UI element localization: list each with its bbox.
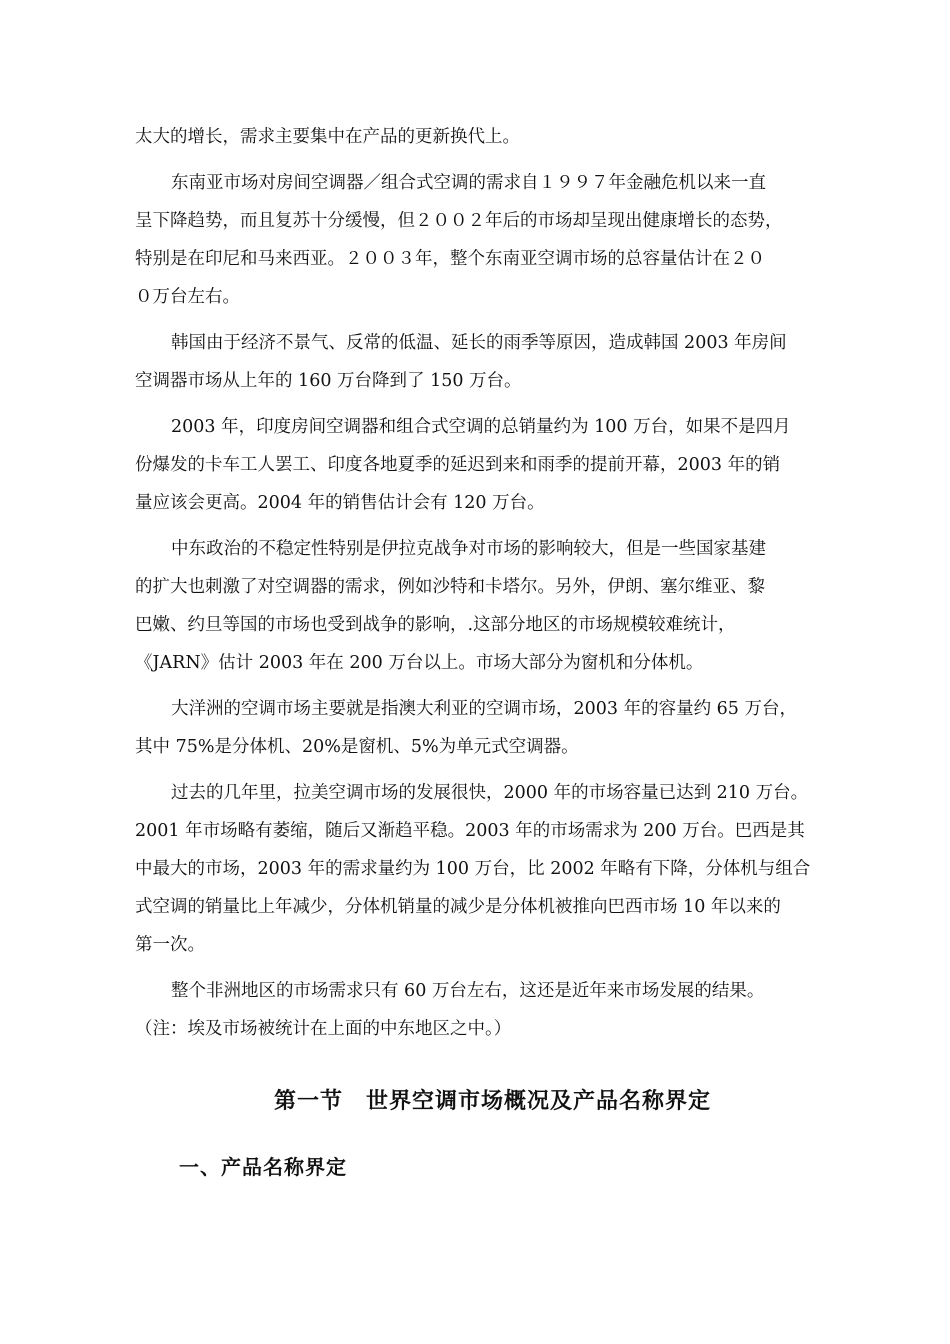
text-line: 《JARN》估计 2003 年在 200 万台以上。市场大部分为窗机和分体机。 bbox=[135, 653, 704, 673]
text-line: 过去的几年里，拉美空调市场的发展很快，2000 年的市场容量已达到 210 万台。 bbox=[171, 783, 809, 803]
text-line: 量应该会更高。2004 年的销售估计会有 120 万台。 bbox=[135, 493, 545, 513]
text-line: 中东政治的不稳定性特别是伊拉克战争对市场的影响较大，但是一些国家基建 bbox=[171, 539, 766, 559]
text-line: 份爆发的卡车工人罢工、印度各地夏季的延迟到来和雨季的提前开幕，2003 年的销 bbox=[135, 455, 781, 475]
paragraph-middle-east bbox=[135, 530, 850, 682]
paragraph-india bbox=[135, 408, 850, 522]
paragraph-oceania bbox=[135, 690, 850, 766]
paragraph-demand-summary bbox=[135, 118, 850, 156]
text-line: 的扩大也刺激了对空调器的需求，例如沙特和卡塔尔。另外，伊朗、塞尔维亚、黎 bbox=[135, 577, 765, 597]
paragraph-africa bbox=[135, 972, 850, 1048]
text-line: 韩国由于经济不景气、反常的低温、延长的雨季等原因，造成韩国 2003 年房间 bbox=[171, 333, 787, 353]
text-line: 特别是在印尼和马来西亚。２００３年，整个东南亚空调市场的总容量估计在２０ bbox=[135, 249, 765, 269]
section-title: 第一节 世界空调市场概况及产品名称界定 bbox=[273, 1089, 711, 1114]
text-line: 第一次。 bbox=[135, 935, 205, 955]
text-line: 2001 年市场略有萎缩，随后又渐趋平稳。2003 年的市场需求为 200 万台。巴西是其 bbox=[135, 821, 805, 841]
paragraph-korea bbox=[135, 324, 850, 400]
text-line: 整个非洲地区的市场需求只有 60 万台左右，这还是近年来市场发展的结果。 bbox=[171, 981, 765, 1001]
paragraph-latin-america bbox=[135, 774, 850, 964]
text-line: 大洋洲的空调市场主要就是指澳大利亚的空调市场，2003 年的容量约 65 万台， bbox=[171, 699, 797, 719]
text-line: 巴嫩、约旦等国的市场也受到战争的影响，.这部分地区的市场规模较难统计， bbox=[135, 615, 736, 635]
text-line: 空调器市场从上年的 160 万台降到了 150 万台。 bbox=[135, 371, 522, 391]
text-line: 式空调的销量比上年减少，分体机销量的减少是分体机被推向巴西市场 10 年以来的 bbox=[135, 897, 781, 917]
text-line: ０万台左右。 bbox=[135, 287, 240, 307]
text-line: 呈下降趋势，而且复苏十分缓慢，但２００２年后的市场却呈现出健康增长的态势， bbox=[135, 211, 783, 231]
paragraph-southeast-asia bbox=[135, 164, 850, 316]
text-line: 2003 年，印度房间空调器和组合式空调的总销量约为 100 万台，如果不是四月 bbox=[171, 417, 791, 437]
sub-section-title: 一、产品名称界定 bbox=[179, 1155, 347, 1179]
text-line: 太大的增长，需求主要集中在产品的更新换代上。 bbox=[135, 127, 520, 147]
text-line: 东南亚市场对房间空调器／组合式空调的需求自１９９７年金融危机以来一直 bbox=[171, 173, 766, 193]
text-line: 其中 75%是分体机、20%是窗机、5%为单元式空调器。 bbox=[135, 737, 579, 757]
text-line: 中最大的市场，2003 年的需求量约为 100 万台，比 2002 年略有下降，分体机与组合 bbox=[135, 859, 811, 879]
text-line: （注：埃及市场被统计在上面的中东地区之中。） bbox=[135, 1019, 512, 1039]
